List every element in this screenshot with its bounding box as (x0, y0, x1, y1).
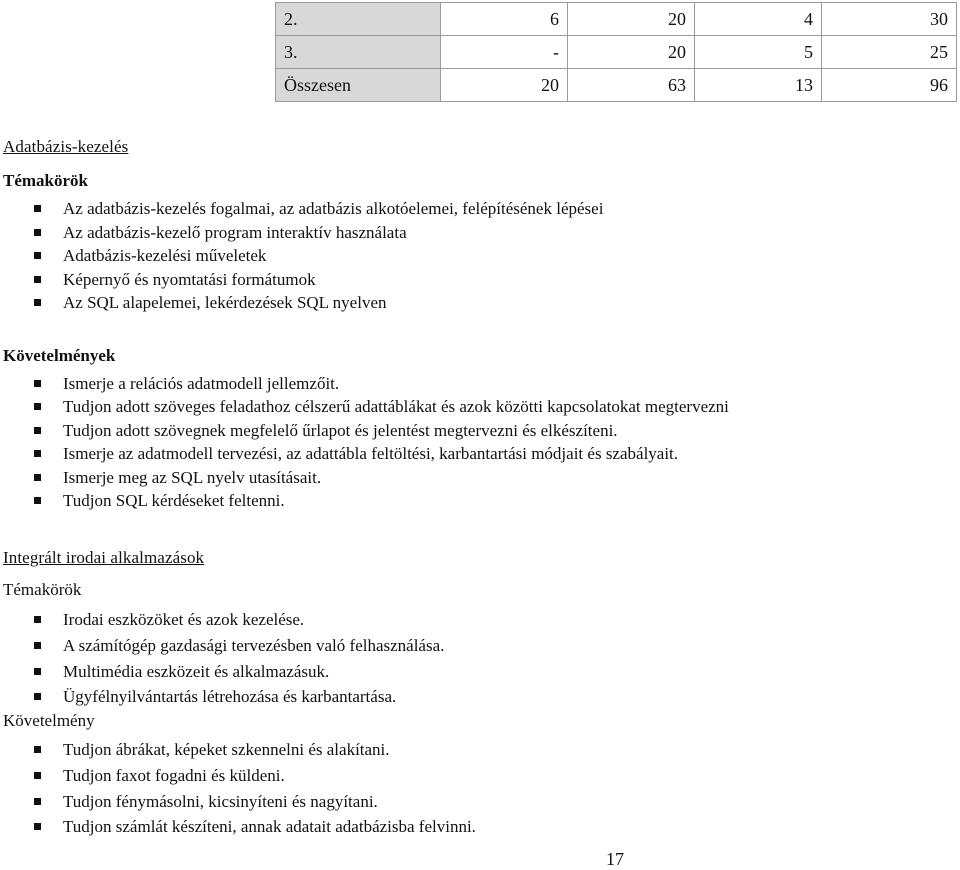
section-title-database: Adatbázis-kezelés (3, 137, 129, 156)
list-item: Tudjon adott szövegnek megfelelő űrlapot és jelentést megtervezni és elkészíteni. (0, 419, 729, 442)
list-item: Ügyfélnyilvántartás létrehozása és karbantartása. (0, 684, 444, 710)
square-bullet-icon (34, 642, 41, 649)
square-bullet-icon (34, 693, 41, 700)
table-cell: 5 (695, 36, 822, 69)
square-bullet-icon (34, 403, 41, 410)
square-bullet-icon (34, 299, 41, 306)
table-cell: 20 (568, 36, 695, 69)
hours-table (275, 2, 957, 102)
list-item: Multimédia eszközeit és alkalmazásuk. (0, 659, 444, 685)
list-item: Ismerje a relációs adatmodell jellemzőit. (0, 372, 729, 395)
table-row (276, 36, 957, 69)
list-item: Tudjon faxot fogadni és küldeni. (0, 763, 476, 789)
list-item: Az adatbázis-kezelés fogalmai, az adatbázis alkotóelemei, felépítésének lépései (0, 197, 603, 221)
list-item: Képernyő és nyomtatási formátumok (0, 268, 603, 292)
table-cell: 6 (441, 3, 568, 36)
list-item: Tudjon számlát készíteni, annak adatait adatbázisba felvinni. (0, 814, 476, 840)
list-item: Adatbázis-kezelési műveletek (0, 244, 603, 268)
square-bullet-icon (34, 746, 41, 753)
square-bullet-icon (34, 276, 41, 283)
list-item: Tudjon adott szöveges feladathoz célszerű adattáblákat és azok közötti kapcsolatokat megtervezni (0, 395, 729, 418)
square-bullet-icon (34, 380, 41, 387)
database-topics-list (0, 197, 603, 315)
square-bullet-icon (34, 205, 41, 212)
table-row (276, 3, 957, 36)
table-cell: 13 (695, 69, 822, 102)
square-bullet-icon (34, 497, 41, 504)
table-total-label: Összesen (276, 69, 441, 102)
square-bullet-icon (34, 823, 41, 830)
square-bullet-icon (34, 229, 41, 236)
table-row (276, 69, 957, 102)
requirements-heading-database: Követelmények (3, 346, 116, 365)
table-cell: 30 (822, 3, 957, 36)
table-cell: 2. (276, 3, 441, 36)
topics-heading-database: Témakörök (3, 171, 88, 190)
list-item: Az adatbázis-kezelő program interaktív használata (0, 221, 603, 245)
list-item: Az SQL alapelemei, lekérdezések SQL nyelven (0, 291, 603, 315)
section-title-office: Integrált irodai alkalmazások (3, 548, 205, 567)
table-cell: 96 (822, 69, 957, 102)
table-cell: 63 (568, 69, 695, 102)
list-item: A számítógép gazdasági tervezésben való felhasználása. (0, 633, 444, 659)
topics-heading-office: Témakörök (3, 580, 82, 599)
list-item: Ismerje meg az SQL nyelv utasításait. (0, 466, 729, 489)
list-item: Ismerje az adatmodell tervezési, az adattábla feltöltési, karbantartási módjait és szabályait. (0, 442, 729, 465)
table-cell: 20 (441, 69, 568, 102)
table-cell: 3. (276, 36, 441, 69)
square-bullet-icon (34, 450, 41, 457)
square-bullet-icon (34, 798, 41, 805)
page-number: 17 (606, 849, 624, 869)
square-bullet-icon (34, 474, 41, 481)
office-requirements-list (0, 737, 476, 840)
list-item: Irodai eszközöket és azok kezelése. (0, 607, 444, 633)
requirements-heading-office: Követelmény (3, 711, 95, 730)
list-item: Tudjon SQL kérdéseket feltenni. (0, 489, 729, 512)
square-bullet-icon (34, 427, 41, 434)
table-cell: - (441, 36, 568, 69)
square-bullet-icon (34, 772, 41, 779)
list-item: Tudjon fénymásolni, kicsinyíteni és nagyítani. (0, 789, 476, 815)
table-cell: 4 (695, 3, 822, 36)
square-bullet-icon (34, 616, 41, 623)
list-item: Tudjon ábrákat, képeket szkennelni és alakítani. (0, 737, 476, 763)
office-topics-list (0, 607, 444, 710)
database-requirements-list (0, 372, 729, 512)
square-bullet-icon (34, 252, 41, 259)
square-bullet-icon (34, 668, 41, 675)
table-cell: 25 (822, 36, 957, 69)
table-cell: 20 (568, 3, 695, 36)
